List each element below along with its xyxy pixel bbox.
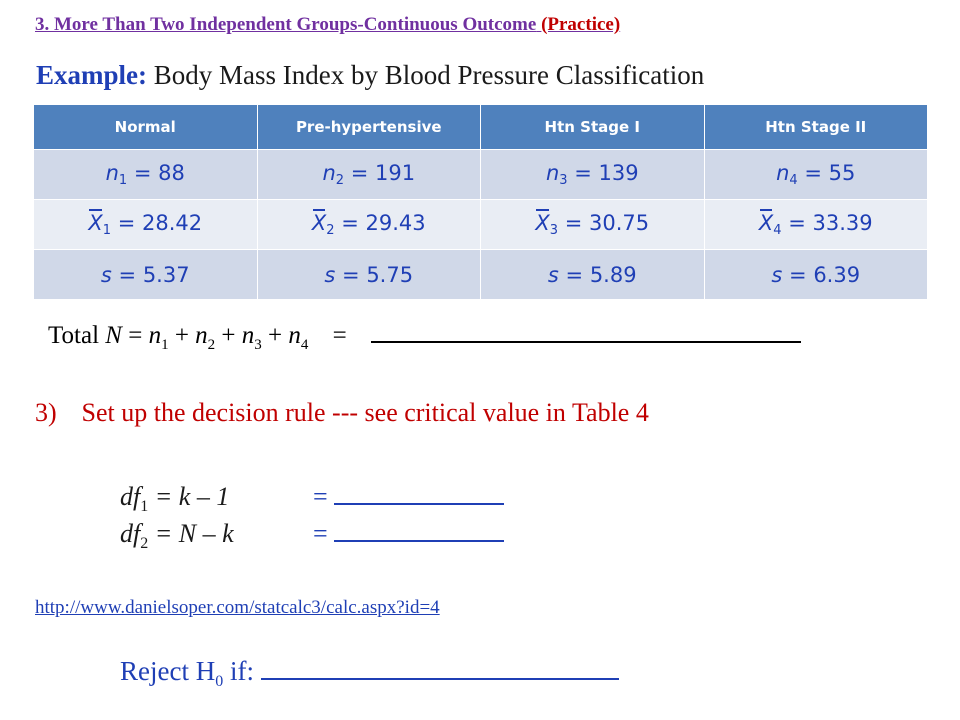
example-title [36,60,704,91]
practice-label: (Practice) [541,14,621,35]
mean-cell-1: $X_1 = 28.42$ [34,200,258,250]
df2-answer: = [313,519,504,549]
calculator-link[interactable]: http://www.danielsoper.com/statcalc3/calc.aspx?id=4 [35,597,440,618]
bmi-table [33,104,928,300]
s-cell-2: s = 5.75 [257,250,481,300]
slide-heading [35,14,620,36]
std-dev-row [34,250,928,300]
df2-line: $df_2 = N - k$ = [120,519,234,553]
df1-line: $df_1 = k - 1$ = [120,482,229,516]
example-text: Body Mass Index by Blood Pressure Classification [153,60,705,90]
n-cell-1: $n_1 = 88$ [34,150,258,200]
s-cell-1: s = 5.37 [34,250,258,300]
df1-answer-blank[interactable] [334,503,504,505]
heading-text: 3. More Than Two Independent Groups-Continuous Outcome [35,14,537,35]
s-cell-3: s = 5.89 [481,250,705,300]
total-answer-blank[interactable] [371,341,801,343]
header-htn-stage-2: Htn Stage II [704,105,928,150]
header-htn-stage-1: Htn Stage I [481,105,705,150]
s-cell-4: s = 6.39 [704,250,928,300]
df1-answer: = [313,482,504,512]
table-header-row [34,105,928,150]
sample-size-row [34,150,928,200]
total-n-formula: Total $N = n_1 + n_2 + n_3 + n_4$ = [48,322,801,354]
header-normal: Normal [34,105,258,150]
reject-rule: Reject $H_0$ if: [120,656,619,691]
n-cell-3: $n_3 = 139$ [481,150,705,200]
total-equals: = [332,322,347,349]
mean-row [34,200,928,250]
mean-cell-3: $X_3 = 30.75$ [481,200,705,250]
reject-answer-blank[interactable] [261,678,619,680]
n-cell-2: $n_2 = 191$ [257,150,481,200]
df2-answer-blank[interactable] [334,540,504,542]
header-prehypertensive: Pre-hypertensive [257,105,481,150]
step-number: 3) [35,398,57,427]
mean-cell-4: $X_4 = 33.39$ [704,200,928,250]
example-label: Example: [36,60,147,90]
n-cell-4: $n_4 = 55$ [704,150,928,200]
mean-cell-2: $X_2 = 29.43$ [257,200,481,250]
step-3 [35,398,649,428]
step-text: Set up the decision rule --- see critical value in Table 4 [81,398,649,427]
